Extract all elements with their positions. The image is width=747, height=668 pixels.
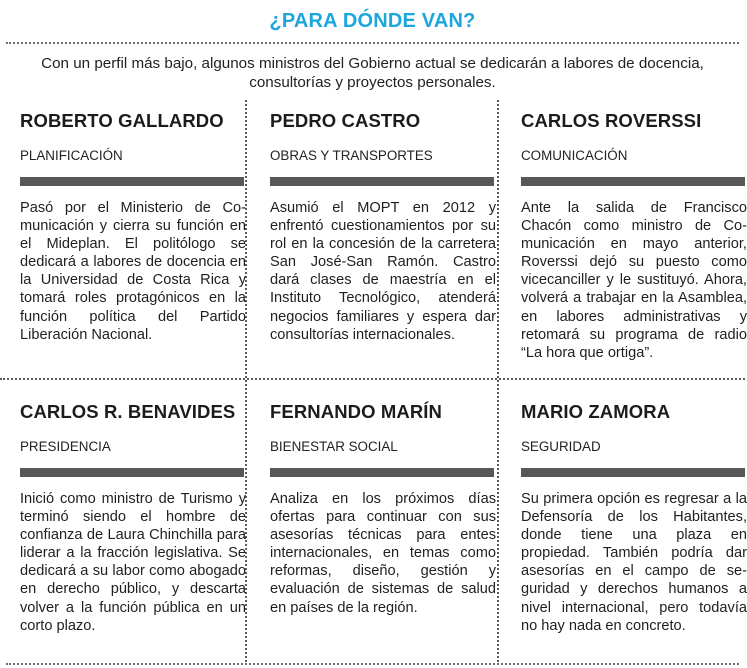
minister-description: Analiza en los próximos días ofertas para continuar con sus asesorías técnicas para entes internacionales, en temas como reformas, diseño, gestión y evaluación de sistemas de salud en países de la región. [270, 491, 496, 616]
minister-card-gallardo [20, 110, 246, 344]
minister-description: Su primera opción es regresar a la Defensoría de los Habitantes, donde tiene una plaza en propiedad. También podría dar asesorías en el campo de seguridad y derechos humanos a nivel internacional, pero todavía no hay nada en concreto. [521, 491, 747, 634]
page-subtitle: Con un perfil más bajo, algunos ministros del Gobierno actual se dedicarán a labores de docencia, consultorías y proyectos personales. [41, 55, 704, 91]
minister-department: PRESIDENCIA [20, 439, 111, 454]
separator-bar [521, 468, 745, 477]
separator-bar [270, 468, 494, 477]
minister-description: Asumió el MOPT en 2012 y enfrentó cuestionamientos por su rol en la concesión de la carretera San José-San Ramón. Castro dará clases de maestría en el Instituto Tecnológico, atenderá negocios familiares y espera dar consultorías internacionales. [270, 200, 496, 343]
minister-card-roverssi [521, 110, 747, 362]
minister-department: SEGURIDAD [521, 439, 601, 454]
minister-department: PLANIFICACIÓN [20, 148, 123, 163]
minister-name: MARIO ZAMORA [521, 401, 671, 422]
minister-description: Inició como ministro de Turismo y terminó siendo el hombre de confianza de Laura Chinchilla para liderar a la fracción legislativa. Se dedicará a su labor como abogado en derecho público, y descarta volver a la función pública en un corto plazo. [20, 491, 246, 634]
minister-card-zamora [521, 401, 747, 635]
minister-name: CARLOS ROVERSSI [521, 110, 702, 131]
minister-card-benavides [20, 401, 246, 635]
minister-card-marin [270, 401, 496, 617]
minister-name: ROBERTO GALLARDO [20, 110, 224, 131]
row-divider [0, 378, 745, 380]
minister-department: BIENESTAR SOCIAL [270, 439, 398, 454]
minister-description: Ante la salida de Francisco Chacón como ministro de Comunicación en mayo anterior, Roverssi dejó su puesto como vicecanciller y le sustituyó. Ahora, volverá a trabajar en la Asamblea, en labores administrativas y retomará su programa de radio “La hora que ortiga”. [521, 200, 747, 361]
separator-bar [20, 468, 244, 477]
minister-department: COMUNICACIÓN [521, 148, 628, 163]
separator-bar [20, 177, 244, 186]
separator-bar [521, 177, 745, 186]
minister-card-castro [270, 110, 496, 344]
separator-bar [270, 177, 494, 186]
dotted-divider-top [6, 42, 739, 44]
page-title: ¿PARA DÓNDE VAN? [269, 10, 476, 32]
minister-description: Pasó por el Ministerio de Comunicación y cierra su función en el Mideplan. El politólogo se dedicará a labores de docencia en la Universidad de Costa Rica y tomará roles protagónicos en la función política del Partido Liberación Nacional. [20, 200, 246, 343]
minister-name: CARLOS R. BENAVIDES [20, 401, 236, 422]
column-divider [497, 100, 499, 662]
minister-name: PEDRO CASTRO [270, 110, 421, 131]
minister-department: OBRAS Y TRANSPORTES [270, 148, 433, 163]
minister-name: FERNANDO MARÍN [270, 401, 443, 422]
dotted-divider-bottom [6, 663, 739, 665]
ministers-grid [0, 100, 745, 662]
